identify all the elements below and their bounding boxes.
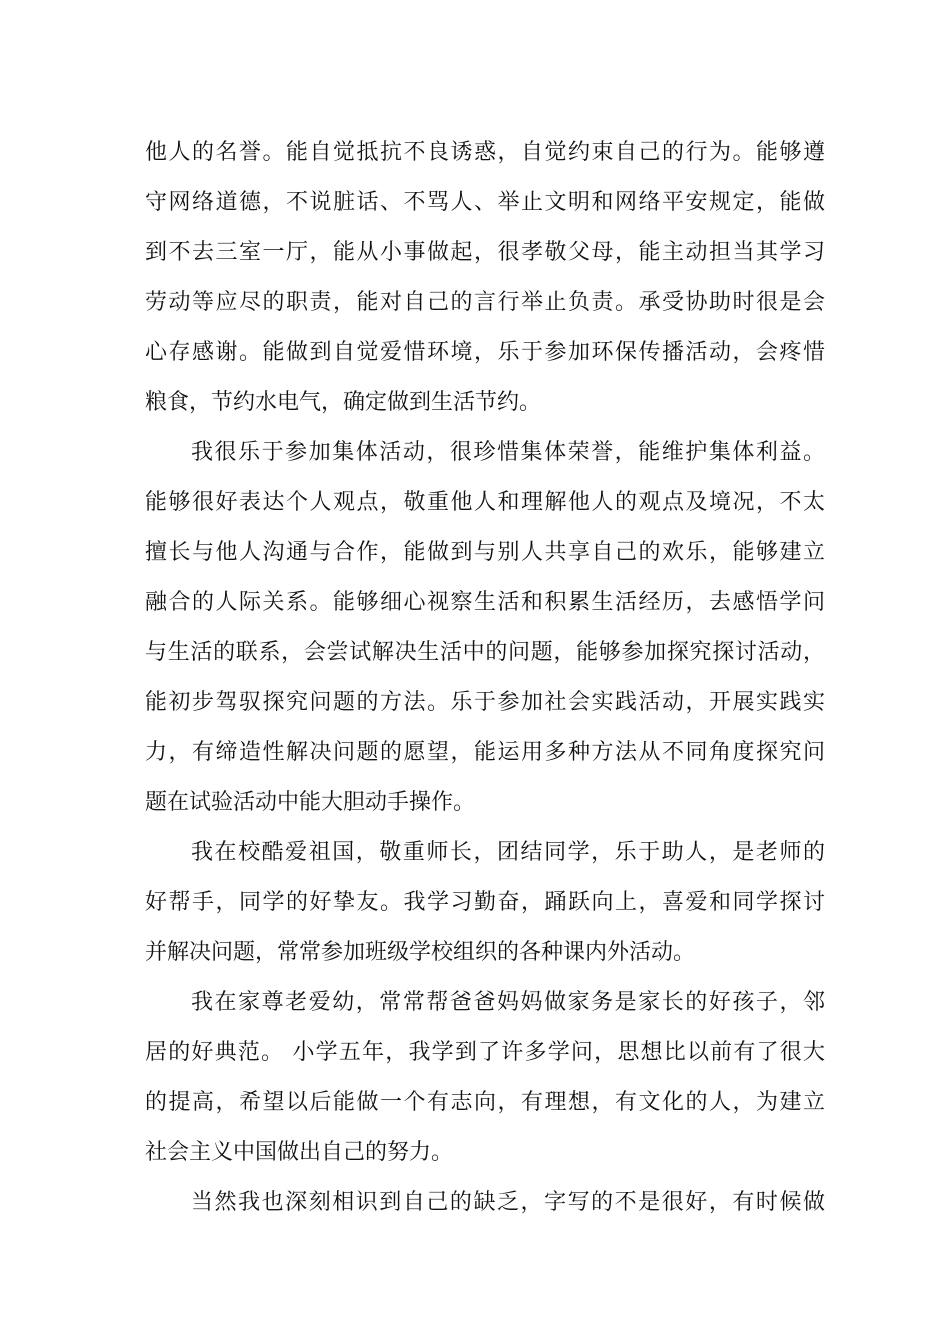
text-line: 并解决问题，常常参加班级学校组织的各种课内外活动。 [145, 940, 696, 965]
text-line: 我很乐于参加集体活动，很珍惜集体荣誉，能维护集体利益。 [191, 440, 825, 465]
text-line: 他人的名誉。能自觉抵抗不良诱惑，自觉约束自己的行为。能够遵 [145, 140, 825, 165]
text-line: 与生活的联系，会尝试解决生活中的问题，能够参加探究探讨活动， [145, 640, 825, 665]
text-line: 我在家尊老爱幼，常常帮爸爸妈妈做家务是家长的好孩子，邻 [191, 990, 825, 1015]
text-line: 粮食，节约水电气，确定做到生活节约。 [145, 390, 542, 415]
text-line: 融合的人际关系。能够细心视察生活和积累生活经历，去感悟学问 [145, 590, 825, 615]
text-line: 的提高，希望以后能做一个有志向，有理想，有文化的人，为建立 [145, 1090, 825, 1115]
paragraph-1 [145, 128, 825, 428]
text-line: 好帮手，同学的好挚友。我学习勤奋，踊跃向上，喜爱和同学探讨 [145, 890, 825, 915]
text-line: 能初步驾驭探究问题的方法。乐于参加社会实践活动，开展实践实 [145, 690, 825, 715]
text-line: 擅长与他人沟通与合作，能做到与别人共享自己的欢乐，能够建立 [145, 540, 825, 565]
text-line: 心存感谢。能做到自觉爱惜环境，乐于参加环保传播活动，会疼惜 [145, 340, 825, 365]
document-body [145, 128, 825, 1228]
text-line: 社会主义中国做出自己的努力。 [145, 1140, 454, 1165]
paragraph-5 [145, 1178, 825, 1228]
text-line: 我在校酷爱祖国，敬重师长，团结同学，乐于助人，是老师的 [191, 840, 825, 865]
paragraph-4 [145, 978, 825, 1178]
text-line: 到不去三室一厅，能从小事做起，很孝敬父母，能主动担当其学习 [145, 240, 825, 265]
text-line: 守网络道德，不说脏话、不骂人、举止文明和网络平安规定，能做 [145, 190, 825, 215]
paragraph-3 [145, 828, 825, 978]
text-line: 当然我也深刻相识到自己的缺乏，字写的不是很好，有时候做 [191, 1190, 825, 1215]
text-line: 能够很好表达个人观点，敬重他人和理解他人的观点及境况，不太 [145, 490, 825, 515]
paragraph-2 [145, 428, 825, 828]
text-line: 劳动等应尽的职责，能对自己的言行举止负责。承受协助时很是会 [145, 290, 825, 315]
text-line: 居的好典范。 小学五年，我学到了许多学问，思想比以前有了很大 [145, 1040, 825, 1065]
text-line: 力，有缔造性解决问题的愿望，能运用多种方法从不同角度探究问 [145, 740, 825, 765]
text-line: 题在试验活动中能大胆动手操作。 [145, 790, 476, 815]
